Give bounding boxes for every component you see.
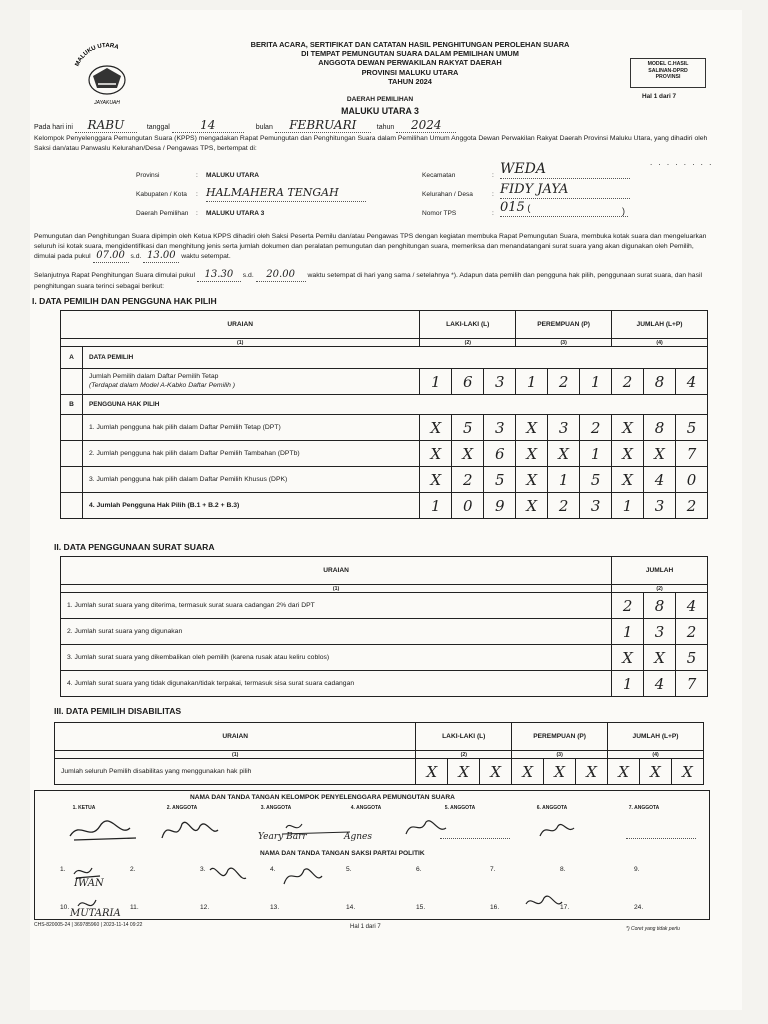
saksi-signatures [60, 860, 580, 924]
seal-text-bottom: JAYAKUAH [94, 100, 120, 106]
footer-code: CHS-820005-24 | 369785960 | 2023-11-14 09:22 [34, 922, 143, 928]
kpps-title: NAMA DAN TANDA TANGAN KELOMPOK PENYELENGGARA PEMUNGUTAN SUARA [190, 794, 455, 801]
table-row: Jumlah seluruh Pemilih disabilitas yang menggunakan hak pilih X X X X X X X X X [55, 759, 704, 785]
saksi-name-10: MUTARIA [70, 908, 121, 919]
kpps-col-7: 7. ANGGOTA [628, 805, 660, 811]
document-page: MALUKU UTARA JAYAKUAH BERITA ACARA, SERTIFIKAT DAN CATATAN HASIL PENGHITUNGAN PEROLEHAN SUARA DI TEMPAT PEMUNGUTAN SUARA DALAM PEMILIHAN UMUM ANGGOTA DEWAN PERWAKILAN RAKYAT DAERAH PROVINSI MALUKU UTARA TAHUN 2024 MODEL C.HASIL SALINAN-DPRD PROVINSI Hal 1 dari 7 DAERAH PEMILIHAN MALUKU UTARA 3 Pada hari ini RABU tanggal 14 bulan FEBRUARI tahun 2024 Kelompok Penyelenggara Pemungutan Suara (KPPS) mengadakan Rapat Pemungutan dan Penghitungan Suara dalam Pemilihan Umum Anggota Dewan Perwakilan Rakyat Daerah Provinsi Maluku Utara, yang dihadiri oleh Saksi dan/atau Panwaslu Kelurahan/Desa / Pengawas TPS, bertempat di: . . . . . . . . Provinsi : MALUKU UTARA Kabupaten / Kota : HALMAHERA TENGAH Daerah Pemilihan : MALUKU UTARA 3 Kecamatan : WEDA Kelurahan / Desa : FIDY JAYA Nomor TPS : 015 ( ) Pemungutan dan Penghitungan Suara dipimpin oleh Ketua KPPS dihadiri oleh Saksi Peserta Pemilu dan/atau Pengawas TPS dengan kegiatan membuka Rapat Pemungutan Suara, membuka kotak suara dan mengeluarkan seluruh isi kotak suara, mengidentifikasi dan menghitung jenis serta jumlah dokumen dan peralatan pemungutan dan penghitungan suara, memeriksa dan menandatangani surat suara yang akan digunakan oleh Pemilih, dimulai pada pukul 07.00 s.d. 13.00 waktu setempat. Selanjutnya Rapat Penghitungan Suara dimulai pukul 13.30 s.d. 20.00 waktu setempat di hari yang sama / setelahnya *). Adapun data pemilih dan pengguna hak pilih, penggunaan surat suara, dan hasil penghitungan suara terinci sebagai berikut: I. DATA PEMILIH DAN PENGGUNA HAK PILIH URAIAN LAKI-LAKI (L) PEREMPUAN (P) JUMLAH (L+P) (1) (2) (3) (4) A DATA PEMILIH Jumlah Pemilih dalam Daftar Pemilih Tetap (Terdapat dalam Model A-Kabko Daftar Pemilih ) 1 6 3 1 2 1 2 8 4 B PENGGUNA HAK PILIH 1. Jumlah pengguna hak pilih dalam Daftar Pemilih Tetap (DPT) X 5 3 X 3 2 X 8 5 2. Jumlah pengguna hak pilih dalam Daftar Pemilih Tambahan (DPTb) X X 6 X X 1 X X 7 3. Jumlah pengguna hak pilih dalam Daftar Pemilih Khusus (DPK) X 2 5 X 1 5 X 4 0 4. Jumlah Pengguna Hak Pilih (B.1 + B.2 + B.3) 1 0 9 X 2 3 1 3 2 II. DATA PENGGUNAAN SURAT SUARA URAIAN JUMLAH (1) (2) 1. Jumlah surat suara yang diterima, termasuk surat suara cadangan 2% dari DPT 2 8 4 2. Jumlah surat suara yang digunakan 1 3 2 3. Jumlah surat suara yang dikembalikan oleh pemilih (karena rusak atau keliru coblos) X X 5 4. Jumlah surat suara yang tidak digunakan/tidak terpakai, termasuk sisa surat suara cadangan 1 4 7 III. DATA PEMILIH DISABILITAS URAIAN LAKI-LAKI (L) PEREMPUAN (P) JUMLAH (L+P) (1) (2) (3) (4) Jumlah seluruh Pemilih disabilitas yang menggunakan hak pilih X X X X X X X X X NAMA DAN TANDA TANGAN KELOMPOK PENYELENGGARA PEMUNGUTAN SUARA 1. KETUA 2. ANGGOTA 3. ANGGOTA 4. ANGGOTA 5. ANGGOTA 6. ANGGOTA 7. ANGGOTA Yeary Barr Agnes NAMA DAN TANDA TANGAN SAKSI PARTAI POLITIK 1. 2. 3. 4. 5. 6. 7. 8. 9. IWAN 10. 11. 12. 13. 14. 15. 16. 17. 24. MUTARIA CHS-820005-24 | 369785960 | 2023-11-14 09:22 Hal 1 dari 7 *) Coret yang tidak perlu [30, 10, 742, 1010]
table-section-1: URAIAN LAKI-LAKI (L) PEREMPUAN (P) JUMLAH (L+P) (1) (2) (3) (4) A DATA PEMILIH Jumlah Pemilih dalam Daftar Pemilih Tetap (Terdapat dalam Model A-Kabko Daftar Pemilih ) 1 6 3 1 2 1 2 8 4 B PENGGUNA HAK PILIH 1. Jumlah pengguna hak pilih dalam Daftar Pemilih Tetap (DPT) X 5 3 X 3 2 X 8 5 2. Jumlah pengguna hak pilih dalam Daftar Pemilih Tambahan (DPTb) X X 6 X X 1 X X 7 3. Jumlah pengguna hak pilih dalam Daftar Pemilih Khusus (DPK) X 2 5 X 1 5 X 4 0 4. Jumlah Pengguna Hak Pilih (B.1 + B.2 + B.3) 1 0 9 X 2 3 1 3 2 [60, 310, 708, 519]
kabupaten-label: Kabupaten / Kota [136, 191, 187, 198]
kelurahan-value: FIDY JAYA [500, 182, 569, 197]
date-line: Pada hari ini RABU tanggal 14 bulan FEBRUARI tahun 2024 [34, 118, 456, 133]
saksi-row-1: 1. 2. 3. 4. 5. 6. 7. 8. 9. [60, 866, 640, 873]
daerah-block [290, 96, 470, 116]
seal-text-top: MALUKU UTARA [74, 42, 120, 68]
body-paragraph-2: Selanjutnya Rapat Penghitungan Suara dimulai pukul 13.30 s.d. 20.00 waktu setempat di hari yang sama / setelahnya *). Adapun data pemilih dan pengguna hak pilih, penggunaan surat suara, dan hasil penghitungan suara terinci sebagai berikut: [34, 269, 703, 290]
table-row: 4. Jumlah Pengguna Hak Pilih (B.1 + B.2 + B.3) 1 0 9 X 2 3 1 3 2 [61, 493, 708, 519]
header-line-4: PROVINSI MALUKU UTARA [361, 67, 459, 77]
tps-value: 015 [500, 200, 525, 215]
table-row: 2. Jumlah pengguna hak pilih dalam Daftar Pemilih Tambahan (DPTb) X X 6 X X 1 X X 7 [61, 441, 708, 467]
kelurahan-label: Kelurahan / Desa [422, 191, 473, 198]
time-start-1: 07.00 [96, 250, 125, 261]
table-section-3: URAIAN LAKI-LAKI (L) PEREMPUAN (P) JUMLAH (L+P) (1) (2) (3) (4) Jumlah seluruh Pemilih disabilitas yang menggunakan hak pilih X X X X X X X X X [54, 722, 704, 785]
saksi-title: NAMA DAN TANDA TANGAN SAKSI PARTAI POLITIK [260, 850, 425, 857]
kpps-col-4: 4. ANGGOTA [350, 805, 382, 811]
time-end-1: 13.00 [147, 250, 176, 261]
table-row: Jumlah Pemilih dalam Daftar Pemilih Tetap (Terdapat dalam Model A-Kabko Daftar Pemilih ) 1 6 3 1 2 1 2 8 4 [61, 369, 708, 395]
document-header [180, 40, 640, 86]
table-row: 2. Jumlah surat suara yang digunakan 1 3 2 [61, 619, 708, 645]
time-start-2: 13.30 [204, 269, 234, 280]
page-label: Hal 1 dari 7 [642, 93, 677, 100]
kpps-col-5: 5. ANGGOTA [444, 805, 476, 811]
section-3-title: III. DATA PEMILIH DISABILITAS [54, 706, 182, 716]
daerah-label: DAERAH PEMILIHAN [346, 96, 414, 103]
kpps-col-3: 3. ANGGOTA [260, 805, 292, 811]
kpps-signatures [50, 814, 710, 848]
table-row: 1. Jumlah surat suara yang diterima, termasuk surat suara cadangan 2% dari DPT 2 8 4 [61, 593, 708, 619]
kabupaten-value: HALMAHERA TENGAH [206, 186, 339, 199]
kpps-col-6: 6. ANGGOTA [536, 805, 568, 811]
tanggal-value: 14 [200, 118, 216, 132]
dapil-label: Daerah Pemilihan [136, 210, 189, 217]
table-section-2: URAIAN JUMLAH (1) (2) 1. Jumlah surat suara yang diterima, termasuk surat suara cadangan 2% dari DPT 2 8 4 2. Jumlah surat suara yang digunakan 1 3 2 3. Jumlah surat suara yang dikembalikan oleh pemilih (karena rusak atau keliru coblos) X X 5 4. Jumlah surat suara yang tidak digunakan/tidak terpakai, termasuk sisa surat suara cadangan 1 4 7 [60, 556, 708, 697]
provinsi-value: MALUKU UTARA [206, 172, 259, 179]
body-paragraph-1: Pemungutan dan Penghitungan Suara dipimpin oleh Ketua KPPS dihadiri oleh Saksi Peserta Pemilu dan/atau Pengawas TPS dengan kegiatan membuka Rapat Pemungutan Suara, membuka kotak suara dan mengeluarkan seluruh isi kotak suara, mengidentifikasi dan menghitung jenis serta jumlah dokumen dan peralatan pemungutan dan penghitungan suara, memeriksa dan menandatangani surat suara yang akan digunakan oleh Pemilih, dimulai pada pukul 07.00 s.d. 13.00 waktu setempat. [34, 233, 707, 261]
table-row: 4. Jumlah surat suara yang tidak digunakan/tidak terpakai, termasuk sisa surat suara cadangan 1 4 7 [61, 671, 708, 697]
tahun-value: 2024 [410, 118, 442, 132]
section-1-title: I. DATA PEMILIH DAN PENGGUNA HAK PILIH [32, 296, 217, 306]
kpps-name-4: Agnes [344, 832, 373, 842]
table-row: 3. Jumlah pengguna hak pilih dalam Daftar Pemilih Khusus (DPK) X 2 5 X 1 5 X 4 0 [61, 467, 708, 493]
header-line-1: BERITA ACARA, SERTIFIKAT DAN CATATAN HASIL PENGHITUNGAN PEROLEHAN SUARA [250, 40, 570, 49]
kecamatan-label: Kecamatan [422, 172, 456, 179]
footer-page: Hal 1 dari 7 [350, 924, 381, 930]
saksi-row-2: 10. 11. 12. 13. 14. 15. 16. 17. 24. [60, 904, 644, 911]
model-box: MODEL C.HASIL SALINAN-DPRD PROVINSI [630, 58, 706, 88]
kecamatan-value: WEDA [500, 161, 546, 177]
dots-mark: . . . . . . . . [650, 158, 714, 167]
table-row: 3. Jumlah surat suara yang dikembalikan oleh pemilih (karena rusak atau keliru coblos) X X 5 [61, 645, 708, 671]
day-value: RABU [87, 118, 125, 132]
intro-paragraph: Kelompok Penyelenggara Pemungutan Suara (KPPS) mengadakan Rapat Pemungutan dan Penghitungan Suara dalam Pemilihan Umum Anggota Dewan Perwakilan Rakyat Daerah Provinsi Maluku Utara, yang dihadiri oleh Saksi dan/atau Panwaslu Kelurahan/Desa / Pengawas TPS, bertempat di: [34, 135, 708, 152]
saksi-name-1: IWAN [74, 878, 104, 889]
provinsi-label: Provinsi [136, 172, 160, 179]
bulan-value: FEBRUARI [289, 118, 357, 132]
daerah-value: MALUKU UTARA 3 [341, 106, 419, 116]
province-seal-icon [62, 38, 152, 112]
header-line-3: ANGGOTA DEWAN PERWAKILAN RAKYAT DAERAH [318, 58, 502, 68]
header-line-2: DI TEMPAT PEMUNGUTAN SUARA DALAM PEMILIHAN UMUM [301, 49, 519, 59]
svg-text:MALUKU UTARA [74, 43, 119, 68]
time-end-2: 20.00 [266, 269, 295, 280]
kpps-col-2: 2. ANGGOTA [166, 805, 198, 811]
dapil-value: MALUKU UTARA 3 [206, 210, 265, 217]
section-2-title: II. DATA PENGGUNAAN SURAT SUARA [54, 542, 215, 552]
footer-note: *) Coret yang tidak perlu [626, 926, 680, 932]
kpps-name-3: Yeary Barr [258, 832, 307, 842]
kpps-col-1: 1. KETUA [72, 805, 96, 811]
tps-label: Nomor TPS [422, 210, 457, 217]
table-row: 1. Jumlah pengguna hak pilih dalam Daftar Pemilih Tetap (DPT) X 5 3 X 3 2 X 8 5 [61, 415, 708, 441]
header-line-5: TAHUN 2024 [388, 76, 432, 86]
